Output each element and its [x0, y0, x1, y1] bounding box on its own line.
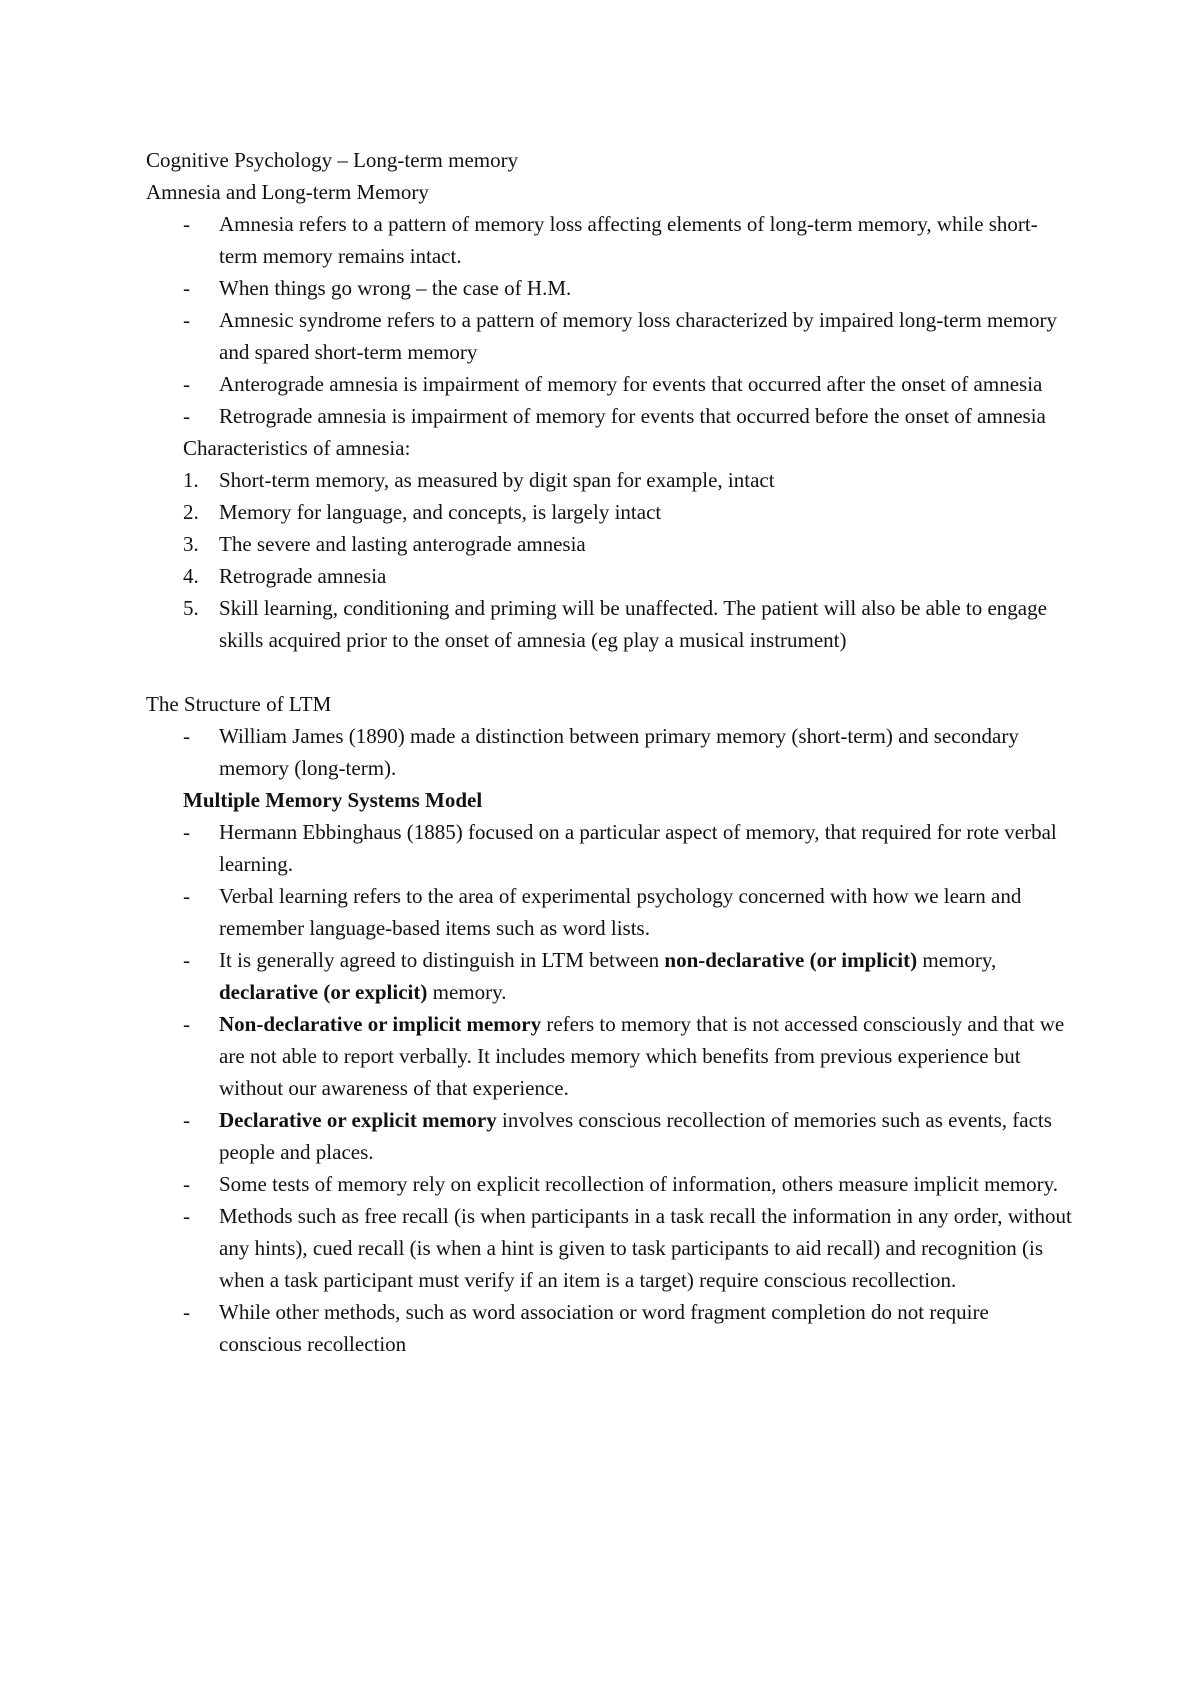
list-item-text: Memory for language, and concepts, is largely intact: [219, 500, 662, 524]
dash-marker: -: [183, 212, 190, 236]
ltm-bullet-list-1: [146, 720, 1076, 784]
list-item-text: Skill learning, conditioning and priming will be unaffected. The patient will also be able to engage skills acquired prior to the onset of amnesia (eg play a musical instrument): [219, 596, 1047, 652]
list-item: [146, 1296, 1076, 1360]
list-item-text: Amnesic syndrome refers to a pattern of memory loss characterized by impaired long-term memory and spared short-term memory: [219, 308, 1057, 364]
list-item: [146, 464, 1076, 496]
list-item: [146, 1008, 1076, 1104]
dash-marker: -: [183, 1300, 190, 1324]
dash-marker: -: [183, 948, 190, 972]
document-title: Cognitive Psychology – Long-term memory: [146, 148, 519, 172]
list-item: [146, 560, 1076, 592]
list-item: [146, 720, 1076, 784]
paragraph-gap: [146, 656, 1076, 688]
list-item: [146, 944, 1076, 1008]
characteristics-heading: Characteristics of amnesia:: [183, 436, 411, 460]
section-heading-ltm-structure: The Structure of LTM: [146, 692, 332, 716]
list-item-text: [219, 948, 996, 1004]
list-number: 2.: [183, 500, 199, 524]
text-run: refers to memory that is not accessed consciously and that we are not able to report verbally. It includes memory which benefits from previous experience but without our awareness of that experience.: [219, 1012, 1065, 1100]
text-run: memory,: [917, 948, 997, 972]
list-item-text: The severe and lasting anterograde amnesia: [219, 532, 586, 556]
list-item: [146, 816, 1076, 880]
list-item-text: Hermann Ebbinghaus (1885) focused on a particular aspect of memory, that required for rote verbal learning.: [219, 820, 1057, 876]
list-item: [146, 272, 1076, 304]
list-item: [146, 496, 1076, 528]
text-run: memory.: [427, 980, 507, 1004]
list-item-text: Methods such as free recall (is when participants in a task recall the information in any order, without any hints), cued recall (is when a hint is given to task participants to aid recall) and recognition (is when a task participant must verify if an item is a target) require conscious recollection.: [219, 1204, 1072, 1292]
list-item: [146, 304, 1076, 368]
list-item-text: Retrograde amnesia: [219, 564, 387, 588]
list-item: [146, 368, 1076, 400]
list-item: [146, 1104, 1076, 1168]
list-item-text: Short-term memory, as measured by digit span for example, intact: [219, 468, 775, 492]
list-item: [146, 400, 1076, 432]
subheading-multiple-memory-systems: Multiple Memory Systems Model: [183, 788, 483, 812]
amnesia-bullet-list: [146, 208, 1076, 432]
list-number: 4.: [183, 564, 199, 588]
ltm-bullet-list-2: [146, 816, 1076, 1360]
dash-marker: -: [183, 308, 190, 332]
dash-marker: -: [183, 884, 190, 908]
bold-term-non-declarative: non-declarative (or implicit): [664, 948, 918, 972]
list-item: [146, 1200, 1076, 1296]
list-item-text: While other methods, such as word association or word fragment completion do not require conscious recollection: [219, 1300, 989, 1356]
text-run: It is generally agreed to distinguish in LTM between: [219, 948, 665, 972]
dash-marker: -: [183, 820, 190, 844]
list-item: [146, 592, 1076, 656]
list-item-text: [219, 1012, 1064, 1100]
list-item: [146, 208, 1076, 272]
list-item: [146, 528, 1076, 560]
dash-marker: -: [183, 404, 190, 428]
dash-marker: -: [183, 1172, 190, 1196]
list-number: 3.: [183, 532, 199, 556]
list-item-text: Retrograde amnesia is impairment of memory for events that occurred before the onset of amnesia: [219, 404, 1046, 428]
section-heading-amnesia: Amnesia and Long-term Memory: [146, 180, 429, 204]
characteristics-numbered-list: [146, 464, 1076, 656]
dash-marker: -: [183, 1108, 190, 1132]
text-run: involves conscious recollection of memories such as events, facts people and places.: [219, 1108, 1052, 1164]
list-item-text: Some tests of memory rely on explicit recollection of information, others measure implicit memory.: [219, 1172, 1059, 1196]
list-item-text: [219, 1108, 1052, 1164]
list-item: [146, 1168, 1076, 1200]
bold-term-implicit-memory: Non-declarative or implicit memory: [219, 1012, 542, 1036]
bold-term-declarative: declarative (or explicit): [219, 980, 428, 1004]
list-item-text: Verbal learning refers to the area of experimental psychology concerned with how we learn and remember language-based items such as word lists.: [219, 884, 1022, 940]
list-item-text: Anterograde amnesia is impairment of memory for events that occurred after the onset of amnesia: [219, 372, 1043, 396]
dash-marker: -: [183, 724, 190, 748]
list-item-text: William James (1890) made a distinction between primary memory (short-term) and secondary memory (long-term).: [219, 724, 1019, 780]
dash-marker: -: [183, 1204, 190, 1228]
list-number: 5.: [183, 596, 199, 620]
list-item-text: Amnesia refers to a pattern of memory loss affecting elements of long-term memory, while short-term memory remains intact.: [219, 212, 1038, 268]
dash-marker: -: [183, 1012, 190, 1036]
document-page: [146, 144, 1076, 1360]
dash-marker: -: [183, 276, 190, 300]
list-item-text: When things go wrong – the case of H.M.: [219, 276, 572, 300]
list-item: [146, 880, 1076, 944]
bold-term-explicit-memory: Declarative or explicit memory: [219, 1108, 497, 1132]
dash-marker: -: [183, 372, 190, 396]
list-number: 1.: [183, 468, 199, 492]
